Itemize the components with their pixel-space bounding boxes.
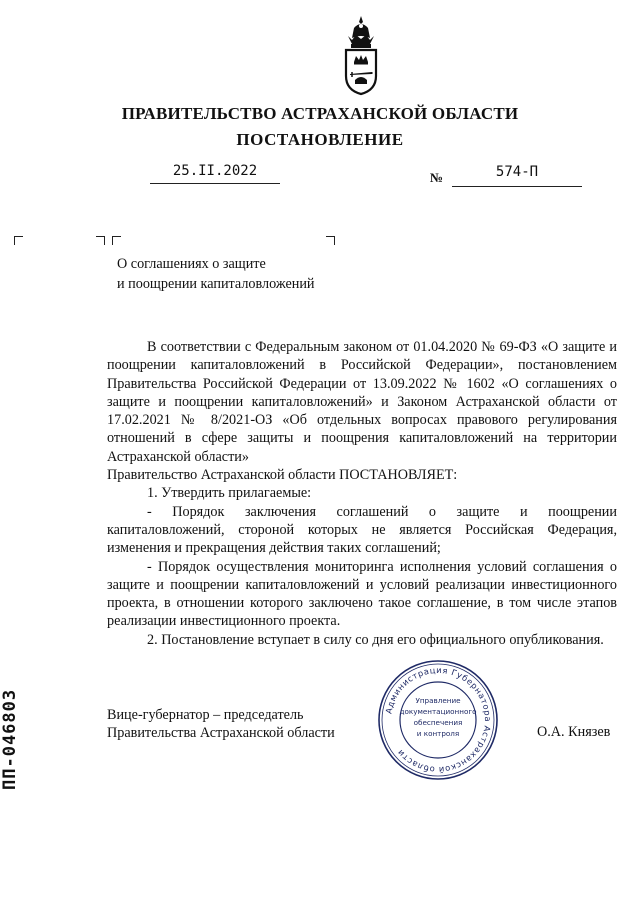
document-body — [107, 338, 617, 649]
signer-name: О.А. Князев — [537, 724, 611, 740]
subject-line: О соглашениях о защите — [117, 256, 266, 272]
stamp-inner-text: обеспечения — [413, 718, 463, 727]
preamble-paragraph: В соответствии с Федеральным законом от 01.04.2020 № 69-ФЗ «О защите и поощрении капиталовложений в Российской Федерации», постановлением Правительства Российской Федерации от 13.09.2022 № 1602 «О соглашениях о защите и поощрении капиталовложений» и Законом Астраханской области от 17.02.2021 № 8/2021-ОЗ «Об отдельных вопросах правового регулирования отношений в сфере защиты и поощрения капиталовложений на территории Астраханской области» — [107, 339, 617, 465]
signer-position-line: Правительства Астраханской области — [107, 725, 335, 741]
subject-line: и поощрении капиталовложений — [117, 276, 315, 292]
side-registration-code: ПП-046803 — [0, 688, 20, 790]
document-type-title: ПОСТАНОВЛЕНИЕ — [236, 130, 404, 149]
item-paragraph: - Порядок заключения соглашений о защите и поощрении капиталовложений, стороной которых не является Российская Федерация, изменения и прекращения действия таких соглашений; — [107, 503, 617, 557]
number-sign: № — [430, 170, 444, 185]
resolution-clause: Правительство Астраханской области ПОСТАНОВЛЯЕТ: — [107, 467, 458, 484]
date-underline — [150, 183, 280, 184]
signer-position — [107, 706, 335, 742]
coat-of-arms-emblem — [340, 14, 382, 96]
stamp-inner-text: Управление — [415, 696, 461, 705]
item-paragraph: 2. Постановление вступает в силу со дня его официального опубликования. — [147, 631, 604, 648]
bracket-corner-mark — [326, 236, 335, 245]
document-number: 574-П — [495, 164, 539, 180]
number-underline — [452, 186, 582, 187]
bracket-corner-mark — [14, 236, 23, 245]
stamp-ring-text: Администрация Губернатора Астраханской области — [383, 664, 494, 776]
bracket-corner-mark — [112, 236, 121, 245]
authority-title: ПРАВИТЕЛЬСТВО АСТРАХАНСКОЙ ОБЛАСТИ — [121, 104, 519, 123]
bracket-corner-mark — [96, 236, 105, 245]
item-paragraph: 1. Утвердить прилагаемые: — [147, 485, 312, 502]
signer-position-line: Вице-губернатор – председатель — [107, 707, 304, 723]
item-paragraph: - Порядок осуществления мониторинга исполнения условий соглашения о защите и поощрении капиталовложений и условий реализации инвестиционного проекта, в отношении которого заключено такое соглашение, в том числе этапов реализации инвестиционного проекта. — [107, 558, 617, 630]
document-subject — [117, 254, 315, 294]
stamp-inner-text: и контроля — [416, 729, 460, 738]
official-stamp — [376, 658, 500, 782]
document-date: 25.II.2022 — [172, 163, 258, 179]
stamp-inner-text: документационного — [399, 707, 477, 716]
